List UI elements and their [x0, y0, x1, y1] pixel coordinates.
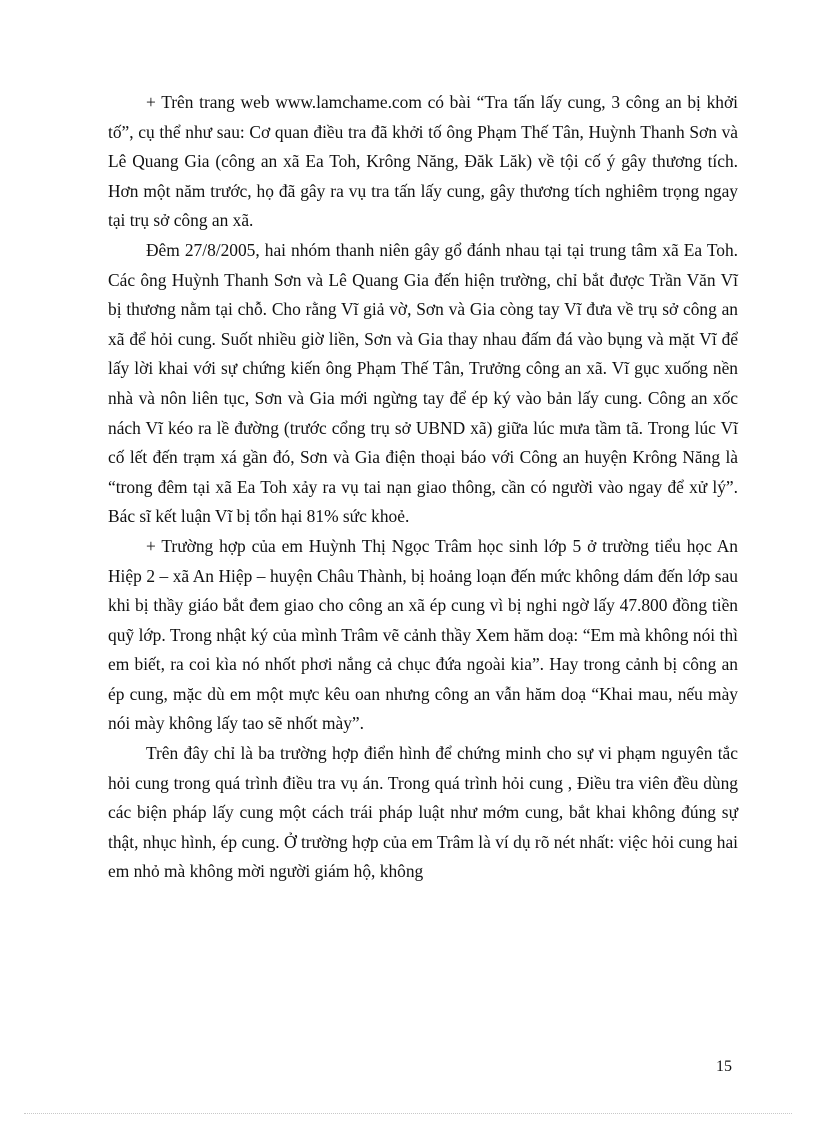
paragraph-conclusion: Trên đây chỉ là ba trường hợp điển hình để chứng minh cho sự vi phạm nguyên tắc hỏi cung trong quá trình điều tra vụ án. Trong quá trình hỏi cung , Điều tra viên đều dùng các biện pháp lấy cung một cách trái pháp luật như mớm cung, bắt khai không đúng sự thật, nhục hình, ép cung. Ở trường hợp của em Trâm là ví dụ rõ nét nhất: việc hỏi cung hai em nhỏ mà không mời người giám hộ, không [108, 743, 738, 882]
paragraph-tram-case: + Trường hợp của em Huỳnh Thị Ngọc Trâm học sinh lớp 5 ở trường tiểu học An Hiệp 2 – xã An Hiệp – huyện Châu Thành, bị hoảng loạn đến mức không dám đến lớp sau khi bị thầy giáo bắt đem giao cho công an xã ép cung vì bị nghi ngờ lấy 47.800 đồng tiền quỹ lớp. Trong nhật ký của mình Trâm vẽ cảnh thầy Xem hăm doạ: “Em mà không nói thì em biết, ra coi kìa nó nhốt phơi nắng cả chục đứa ngoài kia”. Hay trong cảnh bị công an ép cung, mặc dù em một mực kêu oan nhưng công an vẫn hăm doạ “Khai mau, nếu mày nói mày không lấy tao sẽ nhốt mày”. [108, 535, 738, 734]
page-bottom-divider [24, 1113, 792, 1114]
paragraph-ea-toh-incident: Đêm 27/8/2005, hai nhóm thanh niên gây gổ đánh nhau tại tại trung tâm xã Ea Toh. Các ông Huỳnh Thanh Sơn và Lê Quang Gia đến hiện trường, chỉ bắt được Trần Văn Vĩ bị thương nằm tại chỗ. Cho rằng Vĩ giả vờ, Sơn và Gia còng tay Vĩ đưa về trụ sở công an xã để hỏi cung. Suốt nhiều giờ liền, Sơn và Gia thay nhau đấm đá vào bụng và mặt Vĩ để lấy lời khai với sự chứng kiến ông Phạm Thế Tân, Trưởng công an xã. Vĩ gục xuống nền nhà và nôn liên tục, Sơn và Gia mới ngừng tay để ép ký vào bản lấy cung. Công an xốc nách Vĩ kéo ra lề đường (trước cổng trụ sở UBND xã) giữa lúc mưa tầm tã. Trong lúc Vĩ cố lết đến trạm xá gần đó, Sơn và Gia điện thoại báo với Công an huyện Krông Năng là “trong đêm tại xã Ea Toh xảy ra vụ tai nạn giao thông, cần có người vào ngay để xử lý”. Bác sĩ kết luận Vĩ bị tổn hại 81% sức khoẻ. [108, 239, 738, 527]
body-text [108, 88, 738, 887]
paragraph-lamchame-case: + Trên trang web www.lamchame.com có bài “Tra tấn lấy cung, 3 công an bị khởi tố”, cụ thể như sau: Cơ quan điều tra đã khởi tố ông Phạm Thế Tân, Huỳnh Thanh Sơn và Lê Quang Gia (công an xã Ea Toh, Krông Năng, Đăk Lăk) về tội cố ý gây thương tích. Hơn một năm trước, họ đã gây ra vụ tra tấn lấy cung, gây thương tích nghiêm trọng ngay tại trụ sở công an xã. [108, 92, 738, 231]
page-number: 15 [716, 1058, 732, 1075]
